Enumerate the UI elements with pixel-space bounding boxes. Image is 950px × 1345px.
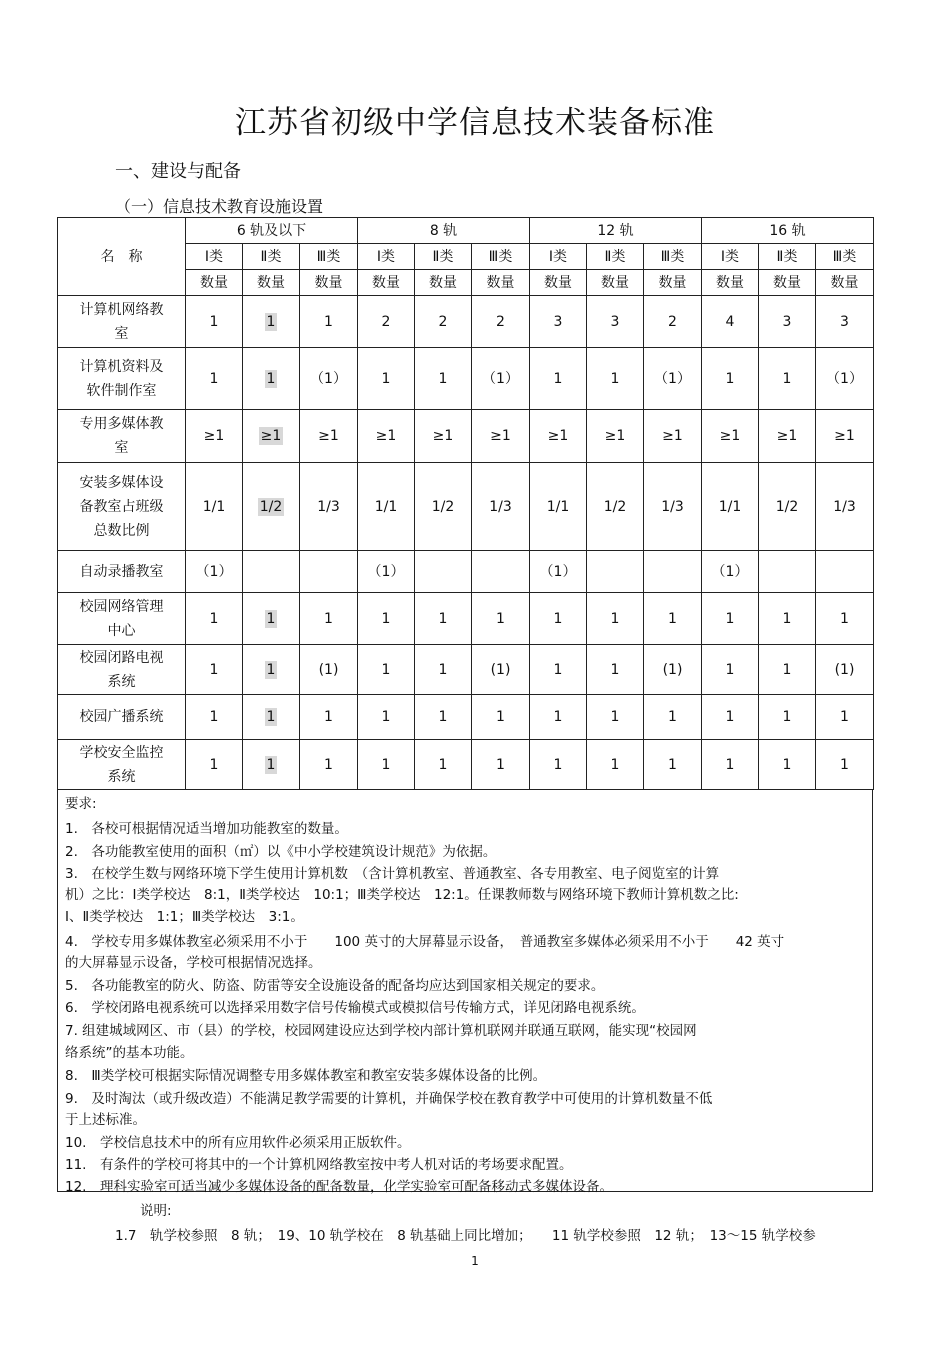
requirements-box	[57, 789, 873, 1195]
cell-value: 1/3	[317, 498, 340, 515]
equipment-table	[57, 217, 874, 790]
requirement-line: 络系统”的基本功能。	[65, 1045, 194, 1061]
row-name-line: 室	[114, 325, 129, 342]
quantity-header: 数量	[759, 270, 816, 296]
cell-value: ≥1	[318, 428, 339, 444]
table-cell	[759, 695, 816, 740]
quantity-header: 数量	[587, 270, 644, 296]
table-cell	[300, 410, 358, 463]
table-cell	[530, 410, 587, 463]
class-header: Ⅱ类	[415, 244, 472, 270]
cell-value: 1	[782, 709, 792, 725]
table-cell	[472, 551, 530, 593]
table-cell	[816, 593, 874, 645]
table-row	[58, 645, 874, 695]
requirement-line: 1. 各校可根据情况适当增加功能教室的数量。	[65, 821, 348, 837]
table-cell	[243, 593, 300, 645]
cell-value: 1	[668, 610, 677, 627]
requirement-line: Ⅰ、Ⅱ类学校达 1:1；Ⅲ类学校达 3:1。	[65, 909, 304, 925]
cell-value: 1	[496, 709, 505, 725]
track-group-header: 16 轨	[702, 218, 874, 244]
quantity-header: 数量	[644, 270, 702, 296]
row-name	[58, 695, 186, 740]
table-cell	[702, 348, 759, 410]
class-header: Ⅰ类	[530, 244, 587, 270]
requirement-line: 11. 有条件的学校可将其中的一个计算机网络教室按中考人机对话的考场要求配置。	[65, 1157, 573, 1173]
cell-value: 1	[381, 661, 391, 678]
note-line: 1.7 轨学校参照 8 轨； 19、10 轨学校在 8 轨基础上同比增加； 11 轨学校参照 12 轨； 13～15 轨学校参	[115, 1228, 816, 1244]
cell-value: 1/3	[833, 498, 856, 515]
table-cell	[415, 695, 472, 740]
class-header: Ⅲ类	[816, 244, 874, 270]
cell-value: （1）	[711, 563, 749, 580]
row-name-line: 系统	[107, 673, 136, 690]
cell-value: 1/2	[259, 498, 283, 515]
cell-value: 1/1	[546, 498, 570, 515]
table-cell	[587, 348, 644, 410]
table-cell	[358, 645, 415, 695]
table-cell	[300, 593, 358, 645]
requirement-line: 10. 学校信息技术中的所有应用软件必须采用正版软件。	[65, 1135, 411, 1151]
table-cell	[186, 348, 243, 410]
table-cell	[644, 645, 702, 695]
cell-value: 1	[496, 610, 505, 627]
row-name	[58, 740, 186, 790]
requirement-line: 于上述标准。	[65, 1112, 146, 1128]
table-cell	[472, 296, 530, 348]
table-cell	[186, 645, 243, 695]
cell-value: 1	[324, 610, 333, 627]
table-cell	[472, 740, 530, 790]
cell-value: ≥1	[432, 428, 454, 444]
class-header: Ⅰ类	[702, 244, 759, 270]
table-cell	[300, 463, 358, 551]
cell-value: 1	[209, 756, 219, 773]
cell-value: (1)	[490, 661, 511, 678]
cell-value: 1/3	[489, 498, 512, 515]
cell-value: 1	[553, 370, 563, 387]
table-row	[58, 551, 874, 593]
cell-value: 1	[324, 709, 333, 725]
table-cell	[472, 348, 530, 410]
table-cell	[530, 695, 587, 740]
table-cell	[759, 645, 816, 695]
table-cell	[587, 645, 644, 695]
table-cell	[644, 410, 702, 463]
requirement-line: 4. 学校专用多媒体教室必须采用不小于 100 英寸的大屏幕显示设备， 普通教室多媒体必须采用不小于 42 英寸	[65, 934, 785, 950]
class-header: Ⅲ类	[300, 244, 358, 270]
cell-value: 3	[782, 313, 792, 330]
table-cell	[415, 593, 472, 645]
cell-value: ≥1	[719, 428, 741, 444]
cell-value: ≥1	[834, 428, 855, 444]
table-cell	[816, 695, 874, 740]
cell-value: 1	[725, 756, 735, 773]
cell-value: （1）	[195, 563, 233, 580]
table-cell	[415, 645, 472, 695]
table-cell	[186, 463, 243, 551]
row-name	[58, 348, 186, 410]
cell-value: （1）	[482, 370, 519, 387]
row-name	[58, 551, 186, 593]
cell-value: 1	[610, 370, 620, 387]
row-name-line: 专用多媒体教	[79, 416, 164, 432]
table-cell	[415, 296, 472, 348]
quantity-header: 数量	[415, 270, 472, 296]
table-cell	[587, 695, 644, 740]
quantity-header: 数量	[300, 270, 358, 296]
row-name	[58, 410, 186, 463]
table-row	[58, 410, 874, 463]
cell-value: ≥1	[203, 428, 225, 444]
cell-value: 1	[438, 709, 448, 725]
cell-value: 1	[610, 610, 620, 627]
cell-value: 1/3	[661, 498, 684, 515]
class-header: Ⅲ类	[472, 244, 530, 270]
requirement-line: 6. 学校闭路电视系统可以选择采用数字信号传输模式或模拟信号传输方式，详见闭路电视系统。	[65, 1000, 645, 1016]
requirement-line: 的大屏幕显示设备，学校可根据情况选择。	[65, 955, 322, 971]
quantity-header: 数量	[243, 270, 300, 296]
table-cell	[472, 410, 530, 463]
cell-value: 1	[668, 756, 677, 773]
cell-value: 1	[668, 709, 677, 725]
table-cell	[186, 593, 243, 645]
cell-value: 4	[725, 313, 735, 330]
class-header: Ⅱ类	[587, 244, 644, 270]
table-cell	[358, 551, 415, 593]
table-row	[58, 296, 874, 348]
table-cell	[415, 463, 472, 551]
table-cell	[644, 740, 702, 790]
table-cell	[759, 593, 816, 645]
table-cell	[587, 593, 644, 645]
table-cell	[759, 410, 816, 463]
table-cell	[243, 740, 300, 790]
cell-value: 1	[840, 709, 849, 725]
cell-value: 1	[553, 661, 563, 678]
cell-value: 1	[782, 370, 792, 387]
table-cell	[243, 463, 300, 551]
table-row	[58, 695, 874, 740]
requirement-line: 7. 组建城域网区、市（县）的学校，校园网建设应达到学校内部计算机联网并联通互联网，能实现“校园网	[65, 1023, 697, 1039]
table-cell	[816, 551, 874, 593]
requirement-line: 12. 理科实验室可适当减少多媒体设备的配备数量，化学实验室可配备移动式多媒体设备。	[65, 1179, 613, 1195]
table-cell	[530, 645, 587, 695]
cell-value: 1	[438, 370, 448, 387]
table-cell	[186, 296, 243, 348]
table-cell	[702, 645, 759, 695]
table-cell	[415, 551, 472, 593]
table-cell	[702, 551, 759, 593]
cell-value: 1	[553, 610, 563, 627]
table-cell	[816, 645, 874, 695]
table-cell	[702, 695, 759, 740]
table-cell	[644, 296, 702, 348]
row-name-line: 校园广播系统	[79, 709, 164, 725]
cell-value: （1）	[310, 370, 347, 387]
cell-value: 1	[324, 313, 333, 330]
cell-value: ≥1	[547, 428, 569, 444]
table-cell	[644, 593, 702, 645]
row-name-line: 系统	[107, 768, 136, 785]
table-cell	[358, 296, 415, 348]
cell-value: 1	[209, 370, 219, 387]
table-cell	[759, 463, 816, 551]
table-cell	[816, 296, 874, 348]
table-cell	[702, 593, 759, 645]
table-cell	[587, 410, 644, 463]
table-cell	[358, 410, 415, 463]
table-cell	[358, 740, 415, 790]
cell-value: (1)	[662, 661, 683, 678]
table-cell	[759, 348, 816, 410]
cell-value: 1	[381, 709, 391, 725]
cell-value: (1)	[318, 661, 339, 678]
table-cell	[816, 740, 874, 790]
cell-value: 1	[266, 610, 276, 627]
quantity-header: 数量	[816, 270, 874, 296]
cell-value: 1	[266, 313, 276, 330]
requirement-line: 2. 各功能教室使用的面积（㎡）以《中小学校建筑设计规范》为依据。	[65, 844, 497, 860]
cell-value: 1	[782, 610, 792, 627]
class-header: Ⅰ类	[358, 244, 415, 270]
cell-value: 1	[782, 756, 792, 773]
class-header: Ⅲ类	[644, 244, 702, 270]
table-cell	[587, 551, 644, 593]
row-name-line: 学校安全监控	[79, 744, 164, 761]
table-cell	[816, 348, 874, 410]
table-row	[58, 593, 874, 645]
table-cell	[243, 645, 300, 695]
cell-value: 1/2	[603, 498, 627, 515]
cell-value: 1	[266, 756, 276, 773]
cell-value: 1	[438, 756, 448, 773]
table-cell	[300, 645, 358, 695]
table-cell	[587, 296, 644, 348]
row-name-line: 校园闭路电视	[79, 649, 164, 666]
track-group-header: 8 轨	[358, 218, 530, 244]
table-cell	[243, 551, 300, 593]
table-cell	[530, 551, 587, 593]
cell-value: 1	[266, 661, 276, 678]
table-cell	[358, 348, 415, 410]
row-name-line: 中心	[107, 622, 136, 639]
cell-value: 1	[725, 610, 735, 627]
subsection-heading: （一）信息技术教育设施设置	[115, 197, 324, 216]
cell-value: 1	[438, 610, 448, 627]
table-cell	[530, 463, 587, 551]
cell-value: （1）	[654, 370, 691, 387]
table-cell	[816, 463, 874, 551]
cell-value: 1	[553, 756, 563, 773]
cell-value: ≥1	[776, 428, 798, 444]
table-cell	[300, 740, 358, 790]
cell-value: 1	[610, 709, 620, 725]
table-cell	[644, 348, 702, 410]
cell-value: 1/2	[431, 498, 455, 515]
cell-value: 3	[610, 313, 620, 330]
cell-value: 2	[381, 313, 391, 330]
quantity-header: 数量	[186, 270, 243, 296]
quantity-header: 数量	[702, 270, 759, 296]
table-cell	[702, 463, 759, 551]
table-cell	[759, 740, 816, 790]
table-cell	[186, 551, 243, 593]
table-cell	[243, 348, 300, 410]
cell-value: 1/1	[718, 498, 742, 515]
row-name-line: 计算机资料及	[79, 358, 164, 375]
table-cell	[472, 645, 530, 695]
table-cell	[530, 348, 587, 410]
table-cell	[243, 695, 300, 740]
row-name-line: 总数比例	[93, 522, 150, 539]
table-cell	[644, 551, 702, 593]
cell-value: 1	[324, 756, 333, 773]
table-cell	[358, 593, 415, 645]
cell-value: 1	[725, 709, 735, 725]
section-heading: 一、建设与配备	[115, 161, 241, 182]
cell-value: 1	[266, 370, 276, 387]
cell-value: ≥1	[260, 428, 282, 444]
table-cell	[358, 463, 415, 551]
row-name-line: 自动录播教室	[79, 563, 164, 580]
cell-value: 1/1	[374, 498, 398, 515]
table-cell	[702, 740, 759, 790]
quantity-header: 数量	[530, 270, 587, 296]
table-cell	[415, 410, 472, 463]
cell-value: （1）	[539, 563, 577, 580]
table-cell	[759, 296, 816, 348]
row-name-line: 计算机网络教	[79, 301, 164, 318]
table-row	[58, 463, 874, 551]
cell-value: 1	[725, 661, 735, 678]
table-cell	[243, 410, 300, 463]
cell-value: 1	[209, 610, 219, 627]
cell-value: (1)	[834, 661, 855, 678]
cell-value: 1	[840, 756, 849, 773]
table-cell	[644, 463, 702, 551]
cell-value: 1	[610, 661, 620, 678]
row-name	[58, 645, 186, 695]
page-title: 江苏省初级中学信息技术装备标准	[235, 105, 715, 141]
cell-value: 1	[209, 661, 219, 678]
cell-value: ≥1	[662, 428, 683, 444]
row-name-line: 室	[114, 440, 129, 456]
quantity-header: 数量	[472, 270, 530, 296]
cell-value: 1	[381, 610, 391, 627]
cell-value: 1	[725, 370, 735, 387]
requirement-line: 9. 及时淘汰（或升级改造）不能满足教学需要的计算机，并确保学校在教育教学中可使用的计算机数量不低	[65, 1091, 713, 1107]
table-cell	[186, 695, 243, 740]
cell-value: （1）	[367, 563, 405, 580]
table-cell	[587, 740, 644, 790]
table-cell	[702, 410, 759, 463]
cell-value: 2	[438, 313, 448, 330]
table-cell	[759, 551, 816, 593]
row-name	[58, 463, 186, 551]
cell-value: 1	[381, 756, 391, 773]
cell-value: 1	[381, 370, 391, 387]
cell-value: 3	[553, 313, 563, 330]
quantity-header: 数量	[358, 270, 415, 296]
row-name-line: 软件制作室	[86, 382, 157, 399]
requirements-heading: 要求:	[65, 796, 97, 812]
cell-value: 1	[438, 661, 448, 678]
table-cell	[702, 296, 759, 348]
table-cell	[415, 348, 472, 410]
row-name-line: 安装多媒体设	[79, 474, 164, 491]
row-name-line: 备教室占班级	[79, 498, 164, 515]
note-label: 说明:	[140, 1203, 172, 1219]
requirement-line: 8. Ⅲ类学校可根据实际情况调整专用多媒体教室和教室安装多媒体设备的比例。	[65, 1068, 547, 1084]
row-name	[58, 593, 186, 645]
track-group-header: 12 轨	[530, 218, 702, 244]
track-group-header: 6 轨及以下	[186, 218, 358, 244]
table-cell	[243, 296, 300, 348]
table-cell	[530, 593, 587, 645]
table-cell	[644, 695, 702, 740]
cell-value: 1	[266, 709, 276, 725]
table-row	[58, 740, 874, 790]
cell-value: 1	[782, 661, 792, 678]
page-number: 1	[471, 1254, 479, 1268]
cell-value: 1/1	[202, 498, 226, 515]
cell-value: 1	[553, 709, 563, 725]
row-name	[58, 296, 186, 348]
class-header: Ⅱ类	[243, 244, 300, 270]
cell-value: ≥1	[375, 428, 397, 444]
cell-value: 1	[209, 709, 219, 725]
table-cell	[186, 410, 243, 463]
table-cell	[530, 296, 587, 348]
row-name-line: 校园网络管理	[79, 598, 164, 615]
cell-value: 1	[610, 756, 620, 773]
cell-value: 1	[209, 313, 219, 330]
class-header: Ⅱ类	[759, 244, 816, 270]
table-cell	[472, 463, 530, 551]
table-cell	[587, 463, 644, 551]
table-cell	[300, 348, 358, 410]
cell-value: 3	[840, 313, 849, 330]
table-cell	[472, 695, 530, 740]
requirement-line: 机）之比：Ⅰ类学校达 8:1，Ⅱ类学校达 10:1；Ⅲ类学校达 12:1。任课教师数与网络环境下教师计算机数之比:	[65, 887, 739, 903]
cell-value: 2	[668, 313, 677, 330]
cell-value: ≥1	[490, 428, 511, 444]
cell-value: ≥1	[604, 428, 626, 444]
table-cell	[415, 740, 472, 790]
table-cell	[358, 695, 415, 740]
table-cell	[816, 410, 874, 463]
cell-value: 1	[496, 756, 505, 773]
cell-value: 2	[496, 313, 505, 330]
cell-value: （1）	[826, 370, 863, 387]
table-cell	[300, 695, 358, 740]
cell-value: 1	[840, 610, 849, 627]
table-cell	[300, 551, 358, 593]
class-header: Ⅰ类	[186, 244, 243, 270]
requirement-line: 5. 各功能教室的防火、防盗、防雷等安全设施设备的配备均应达到国家相关规定的要求。	[65, 978, 605, 994]
cell-value: 1/2	[775, 498, 799, 515]
table-cell	[530, 740, 587, 790]
table-cell	[472, 593, 530, 645]
name-header: 名 称	[58, 218, 186, 296]
table-row	[58, 348, 874, 410]
requirement-line: 3. 在校学生数与网络环境下学生使用计算机数 （含计算机教室、普通教室、各专用教室、电子阅览室的计算	[65, 866, 720, 882]
table-cell	[300, 296, 358, 348]
table-cell	[186, 740, 243, 790]
